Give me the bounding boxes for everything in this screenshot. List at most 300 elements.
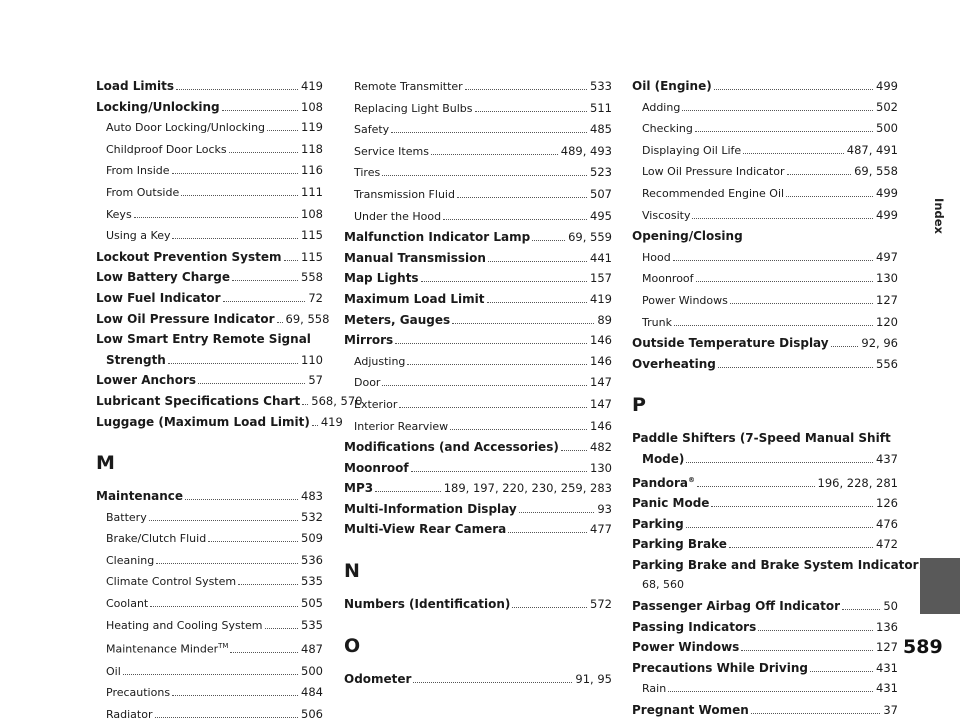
leader-dots	[431, 154, 558, 155]
page-reference[interactable]: 91, 95	[575, 671, 612, 686]
page-reference[interactable]: 130	[590, 460, 612, 475]
leader-dots	[686, 527, 873, 528]
entry-label: Using a Key	[106, 229, 171, 243]
entry-label: Luggage (Maximum Load Limit)	[96, 414, 310, 429]
entry-label: Service Items	[354, 144, 429, 158]
leader-dots	[395, 343, 587, 344]
page-reference[interactable]: 120	[876, 314, 898, 329]
entry-label: Recommended Engine Oil	[642, 186, 785, 200]
page-reference[interactable]: 69, 559	[568, 230, 612, 245]
index-entry[interactable]	[344, 499, 612, 520]
page-reference[interactable]: 568, 570	[311, 393, 363, 408]
index-entry[interactable]	[344, 76, 612, 98]
index-entry[interactable]	[96, 182, 323, 204]
leader-dots	[284, 260, 299, 261]
entry-label: From Inside	[106, 164, 170, 178]
page-reference[interactable]: 108	[301, 206, 323, 221]
leader-dots	[751, 713, 881, 714]
leader-dots	[718, 367, 873, 368]
index-entry[interactable]	[344, 98, 612, 120]
index-entry[interactable]	[632, 247, 898, 269]
index-entry[interactable]	[632, 118, 898, 140]
index-entry[interactable]	[632, 140, 898, 162]
page-reference[interactable]: 505	[301, 596, 323, 611]
index-entry[interactable]	[344, 458, 612, 479]
entry-label: Malfunction Indicator Lamp	[344, 230, 531, 245]
index-entry[interactable]	[632, 534, 898, 555]
entry-label: Coolant	[106, 597, 149, 611]
entry-list	[96, 486, 323, 725]
leader-dots	[786, 196, 873, 197]
entry-label: MP3	[344, 481, 374, 496]
index-entry[interactable]	[632, 428, 898, 449]
entry-label: Precautions	[106, 686, 171, 700]
page-reference[interactable]: 136	[876, 619, 898, 634]
page-reference[interactable]: 57	[308, 373, 323, 388]
page-reference[interactable]: 502	[876, 99, 898, 114]
entry-label: Paddle Shifters (7-Speed Manual Shift	[632, 431, 891, 446]
entry-label: Brake/Clutch Fluid	[106, 532, 207, 546]
entry-label: Interior Rearview	[354, 419, 449, 433]
leader-dots	[758, 630, 873, 631]
page-reference[interactable]: 126	[876, 496, 898, 511]
leader-dots	[561, 450, 587, 451]
leader-dots	[787, 174, 852, 175]
entry-label: Displaying Oil Life	[642, 143, 742, 157]
page-reference[interactable]: 419	[301, 79, 323, 93]
leader-dots	[711, 506, 873, 507]
entry-label: Tires	[354, 166, 381, 180]
leader-dots	[519, 512, 595, 513]
leader-dots	[232, 280, 298, 281]
page-reference[interactable]: 482	[590, 440, 612, 455]
page-reference[interactable]: 497	[876, 249, 898, 264]
index-entry[interactable]	[344, 330, 612, 351]
leader-dots	[267, 130, 298, 131]
index-entry[interactable]	[632, 637, 898, 658]
page-reference[interactable]: 146	[590, 353, 612, 368]
index-entry[interactable]	[96, 117, 323, 139]
index-entry[interactable]	[344, 416, 612, 438]
index-entry[interactable]	[632, 470, 898, 494]
page-reference[interactable]: 118	[301, 141, 323, 156]
page-reference[interactable]: 487	[301, 641, 323, 656]
leader-dots	[730, 303, 873, 304]
index-entry[interactable]	[96, 288, 323, 309]
page-reference[interactable]: 196, 228, 281	[817, 475, 898, 490]
index-entry[interactable]	[344, 248, 612, 269]
entry-label: Parking Brake and Brake System Indicator	[632, 557, 919, 572]
page-reference[interactable]: 499	[876, 79, 898, 93]
index-entry[interactable]	[632, 354, 898, 375]
index-entry[interactable]	[344, 519, 612, 540]
entry-label: Precautions While Driving	[632, 660, 808, 675]
entry-label: Odometer	[344, 671, 412, 686]
page-reference[interactable]: 127	[876, 292, 898, 307]
leader-dots	[375, 491, 441, 492]
entry-label: Lockout Prevention System	[96, 249, 282, 264]
page-reference[interactable]: 437	[876, 451, 898, 466]
leader-dots	[230, 652, 298, 653]
index-entry[interactable]	[632, 226, 898, 247]
leader-dots	[382, 175, 587, 176]
leader-dots	[168, 363, 298, 364]
entry-list	[344, 594, 612, 615]
entry-label: Mode)	[642, 451, 685, 466]
entry-label: Overheating	[632, 356, 716, 371]
leader-dots	[302, 404, 308, 405]
page-reference[interactable]: 476	[876, 516, 898, 531]
page-reference[interactable]: 558	[301, 270, 323, 285]
page-reference[interactable]: 119	[301, 120, 323, 135]
page-reference[interactable]: 535	[301, 574, 323, 589]
index-entry[interactable]	[96, 636, 323, 660]
leader-dots	[312, 425, 318, 426]
leader-dots	[277, 322, 283, 323]
index-entry[interactable]	[344, 227, 612, 248]
leader-dots	[222, 110, 298, 111]
leader-dots	[265, 628, 299, 629]
leader-dots	[697, 486, 815, 487]
index-entry[interactable]	[632, 312, 898, 334]
index-entry[interactable]	[632, 183, 898, 205]
page-reference[interactable]: 495	[590, 208, 612, 223]
entry-label: Pandora®	[632, 475, 695, 490]
page-reference[interactable]: 127	[876, 640, 898, 655]
entry-label: Keys	[106, 207, 132, 221]
index-entry[interactable]	[96, 247, 323, 268]
index-entry[interactable]	[344, 478, 612, 499]
index-entry[interactable]	[344, 437, 612, 458]
leader-dots	[487, 302, 588, 303]
entry-label: Moonroof	[344, 460, 409, 475]
page-reference[interactable]: 69, 558	[285, 311, 330, 326]
page-reference[interactable]: 116	[301, 163, 323, 178]
entry-label: Modifications (and Accessories)	[344, 440, 559, 455]
index-entry[interactable]	[632, 678, 898, 700]
entry-list	[632, 76, 898, 374]
page-reference[interactable]: 157	[590, 271, 612, 286]
page-reference[interactable]: 92, 96	[861, 336, 898, 351]
entry-label: Pregnant Women	[632, 703, 749, 718]
leader-dots	[382, 385, 587, 386]
leader-dots	[411, 471, 587, 472]
entry-label: Meters, Gauges	[344, 312, 451, 327]
index-entry[interactable]	[344, 372, 612, 394]
index-entry[interactable]	[632, 555, 919, 576]
index-entry[interactable]	[344, 351, 612, 373]
entry-label: Maintenance	[96, 489, 184, 504]
index-entry[interactable]	[96, 139, 323, 161]
section-letter-p: P	[632, 394, 646, 417]
entry-label: Maintenance Minder™	[106, 642, 229, 656]
entry-label: Cleaning	[106, 553, 155, 567]
index-entry[interactable]	[96, 507, 323, 529]
index-entry[interactable]	[632, 97, 898, 119]
index-entry[interactable]	[96, 160, 323, 182]
index-entry[interactable]	[96, 571, 323, 593]
leader-dots	[729, 547, 873, 548]
index-entry[interactable]	[96, 391, 363, 412]
trademark-mark: TM	[218, 642, 229, 651]
page-reference[interactable]: 506	[301, 706, 323, 721]
leader-dots	[229, 152, 298, 153]
index-column-2	[344, 76, 612, 689]
index-entry[interactable]	[96, 204, 323, 226]
leader-dots	[452, 323, 594, 324]
index-entry[interactable]	[344, 394, 612, 416]
index-entry[interactable]	[344, 119, 612, 141]
entry-label: Adjusting	[354, 354, 406, 368]
index-entry[interactable]	[96, 329, 323, 350]
index-entry[interactable]	[632, 514, 898, 535]
page-reference[interactable]: 535	[301, 617, 323, 632]
leader-dots	[238, 584, 298, 585]
page-reference[interactable]: 572	[590, 597, 612, 612]
page-reference[interactable]: 130	[876, 271, 898, 286]
leader-dots	[475, 111, 588, 112]
index-column-3	[632, 76, 919, 721]
leader-dots	[123, 674, 298, 675]
index-entry[interactable]	[632, 205, 898, 227]
page-reference[interactable]: 477	[590, 522, 612, 537]
page-reference[interactable]: 485	[590, 122, 612, 137]
entry-label: Adding	[642, 100, 681, 114]
index-entry[interactable]	[632, 333, 898, 354]
entry-label: Auto Door Locking/Unlocking	[106, 121, 266, 135]
leader-dots	[692, 218, 873, 219]
section-letter-n: N	[344, 560, 360, 583]
index-entry[interactable]	[344, 669, 612, 690]
page-reference[interactable]: 533	[590, 79, 612, 93]
index-entry[interactable]	[344, 184, 612, 206]
page-reference[interactable]: 147	[590, 396, 612, 411]
page-reference[interactable]: 431	[876, 681, 898, 696]
page-reference[interactable]: 72	[308, 290, 323, 305]
page-reference[interactable]: 147	[590, 375, 612, 390]
entry-list	[96, 76, 363, 432]
entry-label: Panic Mode	[632, 496, 710, 511]
registered-mark: ®	[687, 475, 695, 484]
index-entry[interactable]	[96, 550, 323, 572]
entry-label: Checking	[642, 122, 693, 136]
index-entry[interactable]	[632, 161, 898, 183]
leader-dots	[223, 301, 306, 302]
entry-label: Maximum Load Limit	[344, 291, 485, 306]
page-reference[interactable]: 50	[883, 599, 898, 614]
index-entry[interactable]	[344, 141, 612, 163]
page-reference[interactable]: 523	[590, 165, 612, 180]
index-entry[interactable]	[344, 268, 612, 289]
index-entry[interactable]	[96, 682, 323, 704]
page-reference[interactable]: 419	[590, 291, 612, 306]
page-reference[interactable]: 419	[320, 414, 343, 429]
page-reference[interactable]: 536	[301, 552, 323, 567]
index-entry[interactable]	[632, 268, 898, 290]
page-reference[interactable]: 115	[301, 228, 323, 243]
index-side-tab[interactable]	[918, 186, 960, 246]
index-entry[interactable]	[96, 267, 323, 288]
index-entry[interactable]	[632, 575, 898, 596]
index-entry[interactable]	[96, 225, 323, 247]
page-reference[interactable]: 487, 491	[846, 142, 898, 157]
leader-dots	[172, 173, 299, 174]
entry-label: Battery	[106, 510, 147, 524]
leader-dots	[512, 607, 587, 608]
entry-label: Oil (Engine)	[632, 79, 712, 93]
entry-label: Locking/Unlocking	[96, 99, 220, 114]
page-reference[interactable]: 532	[301, 509, 323, 524]
leader-dots	[831, 346, 859, 347]
index-entry[interactable]	[632, 658, 898, 679]
page-reference[interactable]: 499	[876, 207, 898, 222]
index-entry[interactable]	[96, 704, 323, 725]
index-entry[interactable]	[96, 76, 323, 97]
page-reference[interactable]: 93	[597, 501, 612, 516]
leader-dots	[682, 110, 873, 111]
index-entry[interactable]	[96, 486, 323, 507]
page-reference[interactable]: 556	[876, 356, 898, 371]
entry-label: Mirrors	[344, 333, 394, 348]
entry-label: Numbers (Identification)	[344, 597, 511, 612]
entry-label: Hood	[642, 250, 671, 264]
page-reference[interactable]: 431	[876, 660, 898, 675]
entry-label: Low Smart Entry Remote Signal	[96, 332, 311, 347]
page-reference[interactable]: 146	[590, 418, 612, 433]
index-entry[interactable]	[632, 449, 898, 470]
page-reference[interactable]: 110	[301, 352, 323, 367]
entry-label: Exterior	[354, 397, 398, 411]
index-entry[interactable]	[632, 596, 898, 617]
entry-label: 68, 560	[642, 578, 684, 592]
page-number: 589	[903, 636, 943, 658]
leader-dots	[421, 281, 587, 282]
entry-label: Multi-View Rear Camera	[344, 522, 507, 537]
index-tab-marker	[920, 558, 960, 614]
page-reference[interactable]: 484	[301, 685, 323, 700]
index-entry[interactable]	[632, 700, 898, 721]
entry-label: Strength	[106, 352, 166, 367]
page-reference[interactable]: 483	[301, 489, 323, 504]
leader-dots	[457, 197, 587, 198]
index-entry[interactable]	[632, 493, 898, 514]
entry-label: Map Lights	[344, 271, 419, 286]
index-entry[interactable]	[96, 661, 323, 683]
entry-label: Low Battery Charge	[96, 270, 231, 285]
page-reference[interactable]: 511	[590, 100, 612, 115]
index-entry[interactable]	[96, 412, 343, 433]
page-reference[interactable]: 37	[883, 703, 898, 718]
index-entry[interactable]	[96, 615, 323, 637]
page-reference[interactable]: 89	[597, 312, 612, 327]
entry-label: Viscosity	[642, 208, 691, 222]
leader-dots	[156, 563, 298, 564]
leader-dots	[741, 650, 873, 651]
leader-dots	[413, 682, 572, 683]
entry-label: From Outside	[106, 185, 180, 199]
leader-dots	[134, 217, 298, 218]
index-entry[interactable]	[96, 97, 323, 118]
leader-dots	[208, 541, 298, 542]
index-entry[interactable]	[344, 162, 612, 184]
leader-dots	[686, 462, 873, 463]
index-entry[interactable]	[96, 309, 330, 330]
entry-label: Parking	[632, 516, 684, 531]
entry-label: Remote Transmitter	[354, 80, 463, 93]
entry-label: Manual Transmission	[344, 250, 486, 265]
leader-dots	[185, 499, 298, 500]
leader-dots	[399, 407, 587, 408]
page-reference[interactable]: 108	[301, 99, 323, 114]
page-reference[interactable]: 441	[590, 250, 612, 265]
page-reference[interactable]: 499	[876, 185, 898, 200]
entry-label: Door	[354, 376, 381, 390]
entry-label: Trunk	[642, 315, 672, 329]
page-reference[interactable]: 115	[301, 249, 323, 264]
leader-dots	[181, 195, 298, 196]
entry-list	[344, 76, 612, 540]
index-entry[interactable]	[344, 289, 612, 310]
index-entry[interactable]	[96, 350, 323, 371]
index-entry[interactable]	[96, 593, 323, 615]
entry-label: Replacing Light Bulbs	[354, 101, 473, 115]
page-reference[interactable]: 500	[876, 121, 898, 136]
page-reference[interactable]: 509	[301, 531, 323, 546]
page-reference[interactable]: 189, 197, 220, 230, 259, 283	[443, 481, 612, 496]
index-entry[interactable]	[344, 310, 612, 331]
index-entry[interactable]	[344, 206, 612, 228]
page-reference[interactable]: 472	[876, 537, 898, 552]
leader-dots	[508, 532, 587, 533]
entry-label: Radiator	[106, 707, 153, 721]
page-reference[interactable]: 146	[590, 333, 612, 348]
index-entry[interactable]	[632, 290, 898, 312]
index-entry[interactable]	[344, 594, 612, 615]
entry-label: Transmission Fluid	[354, 187, 455, 201]
page-reference[interactable]: 500	[301, 663, 323, 678]
entry-label: Oil	[106, 664, 121, 678]
leader-dots	[149, 520, 298, 521]
index-entry[interactable]	[632, 76, 898, 97]
leader-dots	[450, 429, 587, 430]
entry-label: Multi-Information Display	[344, 501, 517, 516]
entry-label: Passing Indicators	[632, 619, 757, 634]
entry-label: Parking Brake	[632, 537, 727, 552]
leader-dots	[172, 238, 298, 239]
leader-dots	[532, 240, 565, 241]
entry-list	[632, 428, 919, 720]
index-entry[interactable]	[96, 370, 323, 391]
page-reference[interactable]: 489, 493	[560, 143, 612, 158]
leader-dots	[176, 89, 298, 90]
index-entry[interactable]	[632, 617, 898, 638]
page-reference[interactable]: 69, 558	[854, 164, 898, 179]
section-letter-o: O	[344, 634, 361, 657]
index-entry[interactable]	[96, 528, 323, 550]
entry-label: Low Oil Pressure Indicator	[642, 165, 785, 179]
leader-dots	[150, 606, 298, 607]
leader-dots	[488, 261, 587, 262]
leader-dots	[668, 691, 873, 692]
entry-label: Power Windows	[632, 640, 740, 655]
entry-label: Low Fuel Indicator	[96, 290, 221, 305]
leader-dots	[198, 383, 305, 384]
page-reference[interactable]: 111	[301, 184, 323, 199]
page-reference[interactable]: 507	[590, 186, 612, 201]
entry-label: Opening/Closing	[632, 229, 743, 244]
leader-dots	[714, 89, 873, 90]
entry-label: Childproof Door Locks	[106, 142, 227, 156]
